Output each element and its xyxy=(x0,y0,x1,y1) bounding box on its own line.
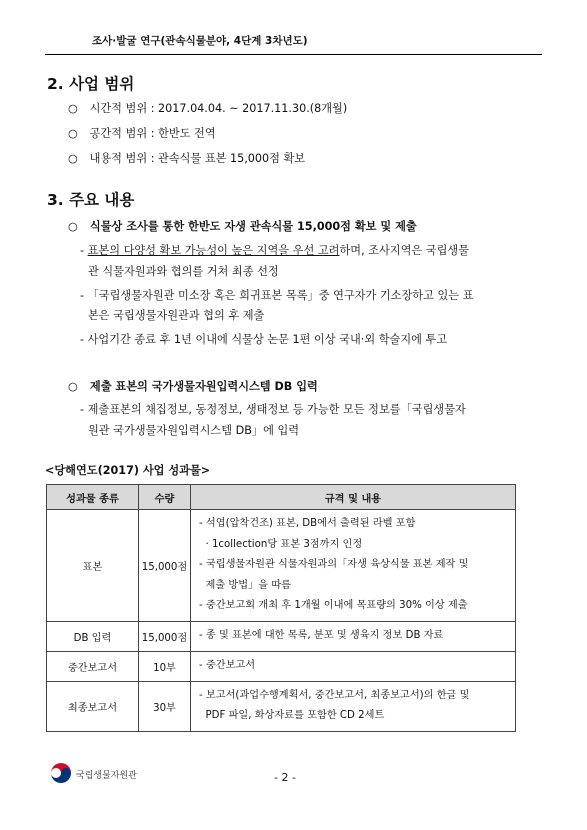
section-2-title: 2. 사업 범위 xyxy=(47,75,135,93)
footer-org-name: 국립생물자원관 xyxy=(76,771,137,781)
dash: - xyxy=(80,403,88,416)
table-header-row xyxy=(47,485,516,510)
item2-title xyxy=(68,378,318,394)
spec-line: PDF 파일, 화상자료를 포함한 CD 2세트 xyxy=(199,710,385,721)
row-spec xyxy=(191,681,516,731)
spec-line: 제출 방법」을 따름 xyxy=(199,579,292,591)
item1-title-text: 식물상 조사를 통한 한반도 자생 관속식물 15,000점 확보 및 제출 xyxy=(89,220,417,233)
page-number: - 2 - xyxy=(274,771,296,784)
col-header-type: 성과물 종류 xyxy=(47,485,139,510)
spec-line: · 1collection당 표본 3점까지 인정 xyxy=(199,538,363,550)
item1-title xyxy=(68,218,417,234)
item1-sub1-underlined: 표본의 다양성 확보 가능성이 높은 지역을 우선 고려 xyxy=(87,244,340,257)
item1-sub1-line2: 관 식물자원과와 협의를 거쳐 최종 선정 xyxy=(88,265,279,278)
item1-sub3 xyxy=(80,331,447,347)
circle-bullet: ○ xyxy=(68,380,78,393)
results-table xyxy=(46,484,516,732)
row-spec xyxy=(191,651,516,681)
row-qty: 30부 xyxy=(139,681,191,731)
circle-bullet: ○ xyxy=(68,220,78,233)
circle-bullet: ○ xyxy=(68,152,78,165)
circle-bullet: ○ xyxy=(68,102,78,115)
scope-time-text: 시간적 범위 : 2017.04.04. ~ 2017.11.30.(8개월) xyxy=(89,102,348,115)
spec-line: - 국립생물자원관 식물자원과의「자생 육상식물 표본 제작 및 xyxy=(199,559,469,570)
table-row xyxy=(47,510,516,622)
scope-content xyxy=(68,150,305,166)
table-caption: <당해연도(2017) 사업 성과물> xyxy=(45,464,211,477)
running-header: 조사·발굴 연구(관속식물분야, 4단계 3차년도) xyxy=(92,35,308,47)
row-qty: 10부 xyxy=(139,651,191,681)
spec-line: - 석엽(압착건조) 표본, DB에서 출력된 라벨 포함 xyxy=(199,518,416,529)
table-row xyxy=(47,621,516,651)
row-qty: 15,000점 xyxy=(139,510,191,622)
item2-sub1-text: 제출표본의 채집정보, 동정정보, 생태정보 등 가능한 모든 정보를「국립생물자 xyxy=(87,403,466,416)
col-header-spec: 규격 및 내용 xyxy=(191,485,516,510)
row-qty: 15,000점 xyxy=(139,621,191,651)
circle-bullet: ○ xyxy=(68,127,78,140)
item1-sub2-line2: 본은 국립생물자원관과 협의 후 제출 xyxy=(88,309,265,322)
table-row xyxy=(47,681,516,731)
scope-content-text: 내용적 범위 : 관속식물 표본 15,000점 확보 xyxy=(89,152,306,165)
section-3-title: 3. 주요 내용 xyxy=(47,191,135,209)
dash: - xyxy=(80,333,88,346)
table-row xyxy=(47,651,516,681)
dash: - xyxy=(80,289,88,302)
header-rule xyxy=(45,54,542,55)
item1-sub1 xyxy=(80,242,469,258)
scope-space-text: 공간적 범위 : 한반도 전역 xyxy=(89,127,216,140)
row-type: DB 입력 xyxy=(47,621,139,651)
spec-line: - 보고서(과업수행계획서, 중간보고서, 최종보고서)의 한글 및 xyxy=(199,689,470,701)
row-type: 중간보고서 xyxy=(47,651,139,681)
item2-sub1-line2: 원관 국가생물자원입력시스템 DB」에 입력 xyxy=(88,424,300,437)
scope-space xyxy=(68,125,216,141)
item1-sub2-text: 「국립생물자원관 미소장 혹은 희귀표본 목록」중 연구자가 기소장하고 있는 표 xyxy=(87,289,474,302)
spec-line: - 중간보고회 개최 후 1개월 이내에 목표량의 30% 이상 제출 xyxy=(199,600,468,611)
dash: - xyxy=(80,244,88,257)
item1-sub2 xyxy=(80,287,473,303)
col-header-qty: 수량 xyxy=(139,485,191,510)
item2-title-text: 제출 표본의 국가생물자원입력시스템 DB 입력 xyxy=(89,380,318,393)
item1-sub3-text: 사업기간 종료 후 1년 이내에 식물상 논문 1편 이상 국내·외 학술지에 투고 xyxy=(87,333,448,346)
row-spec xyxy=(191,510,516,622)
row-type: 표본 xyxy=(47,510,139,622)
item1-sub1-rest: 하며, 조사지역은 국립생물 xyxy=(339,244,470,257)
item2-sub1 xyxy=(80,401,466,417)
taegeuk-logo-icon xyxy=(50,762,72,784)
spec-line: - 종 및 표본에 대한 목록, 분포 및 생육지 정보 DB 자료 xyxy=(199,629,444,641)
scope-time xyxy=(68,100,347,116)
row-type: 최종보고서 xyxy=(47,681,139,731)
row-spec xyxy=(191,621,516,651)
spec-line: - 중간보고서 xyxy=(199,659,256,671)
